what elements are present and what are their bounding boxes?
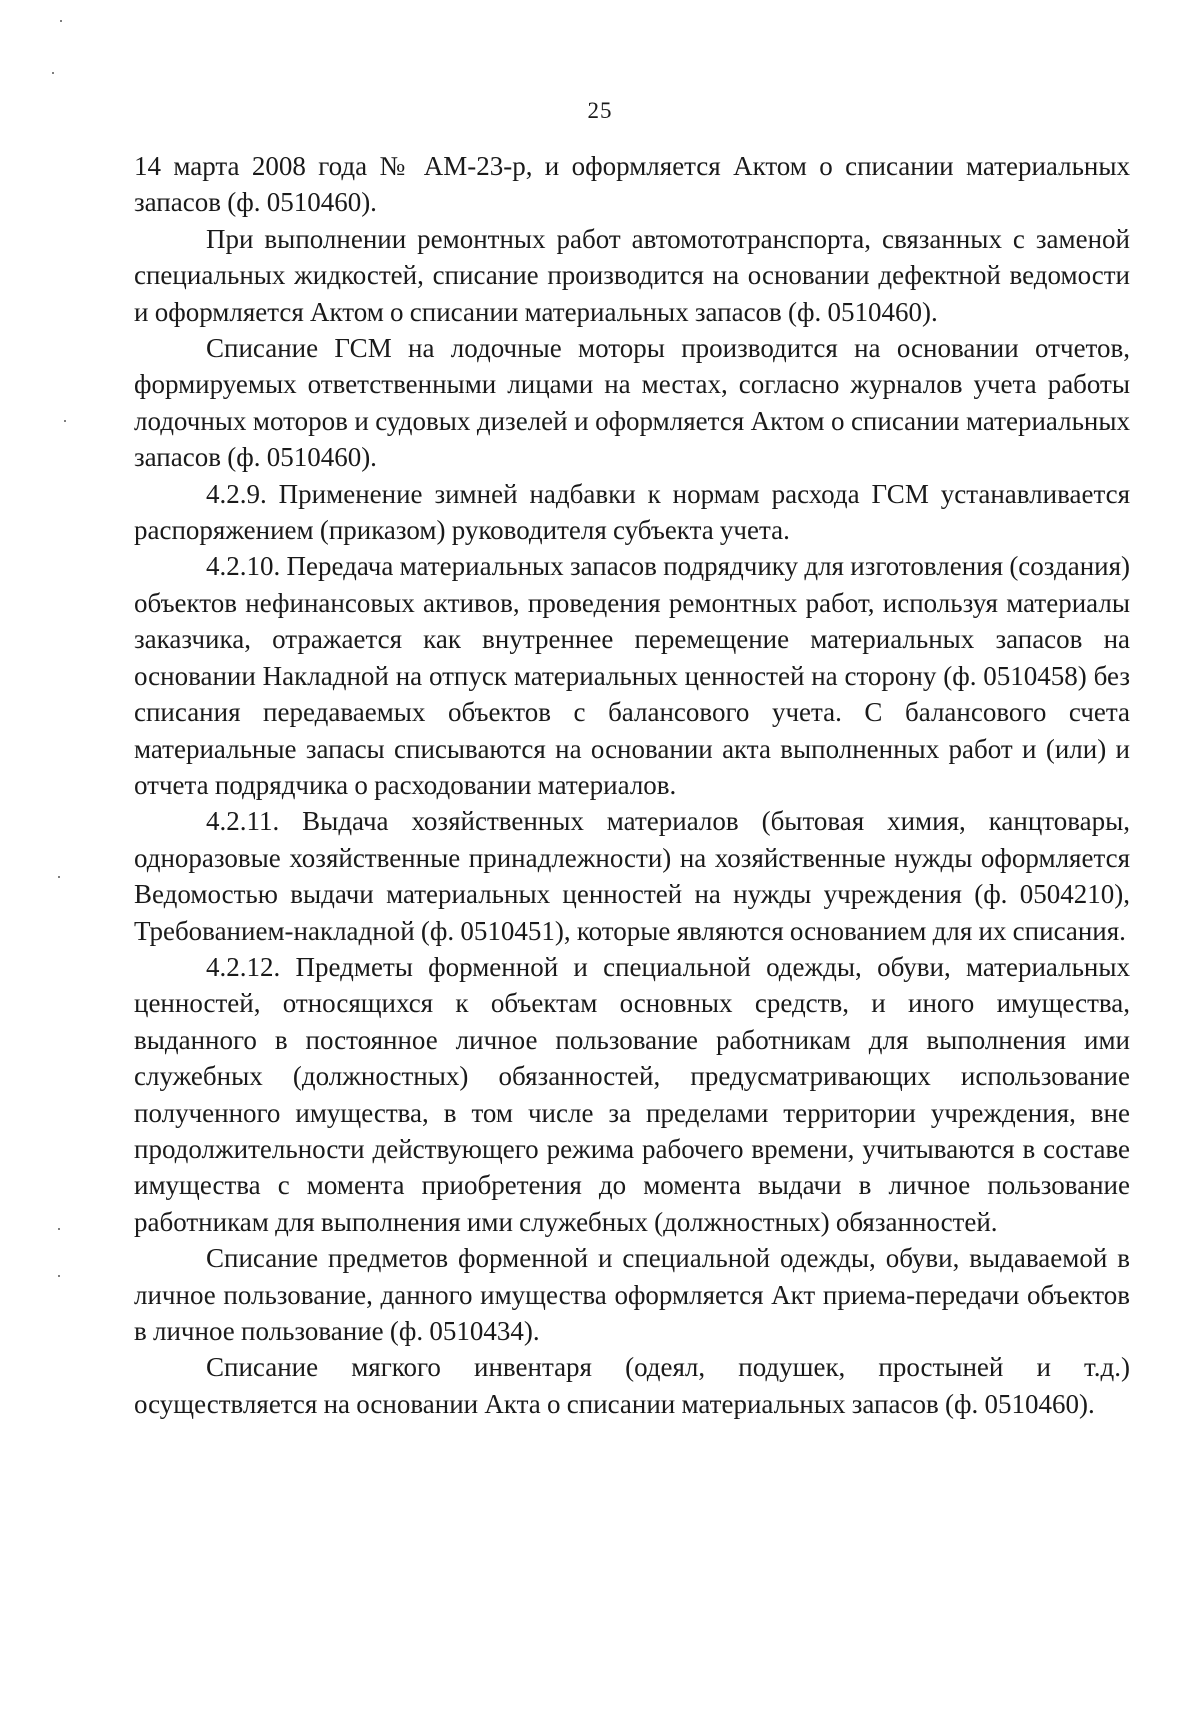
scan-speck (60, 20, 62, 22)
paragraph-4-2-9: 4.2.9. Применение зимней надбавки к нормам расхода ГСМ устанавливается распоряжением (приказом) руководителя субъекта учета. (134, 478, 1130, 546)
page-number: 25 (587, 98, 613, 123)
paragraph-4-2-11: 4.2.11. Выдача хозяйственных материалов (бытовая химия, канцтовары, одноразовые хозяйственные принадлежности) на хозяйственные нужды оформляется Ведомостью выдачи материальных ценностей на нужды учреждения (ф. 0504210), Требованием-накладной (ф. 0510451), которые являются основанием для их списания. (134, 806, 1130, 946)
paragraph: При выполнении ремонтных работ автомототранспорта, связанных с заменой специальных жидкостей, списание производится на основании дефектной ведомости и оформляется Актом о списании материальных запасов (ф. 0510460). (134, 223, 1130, 327)
paragraph-4-2-10: 4.2.10. Передача материальных запасов подрядчику для изготовления (создания) объектов нефинансовых активов, проведения ремонтных работ, используя материалы заказчика, отражается как внутреннее перемещение материальных запасов на основании Накладной на отпуск материальных ценностей на сторону (ф. 0510458) без списания передаваемых объектов с балансового учета. С балансового счета материальные запасы списываются на основании акта выполненных работ и (или) и отчета подрядчика о расходовании материалов. (134, 551, 1130, 800)
scan-speck (64, 420, 66, 422)
paragraph: Списание мягкого инвентаря (одеял, подушек, простыней и т.д.) осуществляется на основании Акта о списании материальных запасов (ф. 0510460). (134, 1352, 1130, 1419)
scan-speck (52, 72, 54, 74)
paragraph: Списание ГСМ на лодочные моторы производится на основании отчетов, формируемых ответственными лицами на местах, согласно журналов учета работы лодочных моторов и судовых дизелей и оформляется Актом о списании материальных запасов (ф. 0510460). (134, 333, 1130, 473)
paragraph: 14 марта 2008 года № АМ-23-р, и оформляется Актом о списании материальных запасов (ф. 0510460). (134, 151, 1130, 218)
scan-speck (58, 1275, 60, 1277)
paragraph-4-2-12: 4.2.12. Предметы форменной и специальной одежды, обуви, материальных ценностей, относящихся к объектам основных средств, и иного имущества, выданного в постоянное личное пользование работникам для выполнения ими служебных (должностных) обязанностей, предусматривающих использование полученного имущества, в том числе за пределами территории учреждения, вне продолжительности действующего режима рабочего времени, учитываются в составе имущества с момента приобретения до момента выдачи в личное пользование работникам для выполнения ими служебных (должностных) обязанностей. (134, 951, 1130, 1237)
scan-speck (58, 1228, 60, 1230)
scan-speck (58, 876, 60, 878)
paragraph: Списание предметов форменной и специальной одежды, обуви, выдаваемой в личное пользование, данного имущества оформляется Акт приема-передачи объектов в личное пользование (ф. 0510434). (134, 1243, 1130, 1346)
document-body (134, 148, 1130, 1422)
